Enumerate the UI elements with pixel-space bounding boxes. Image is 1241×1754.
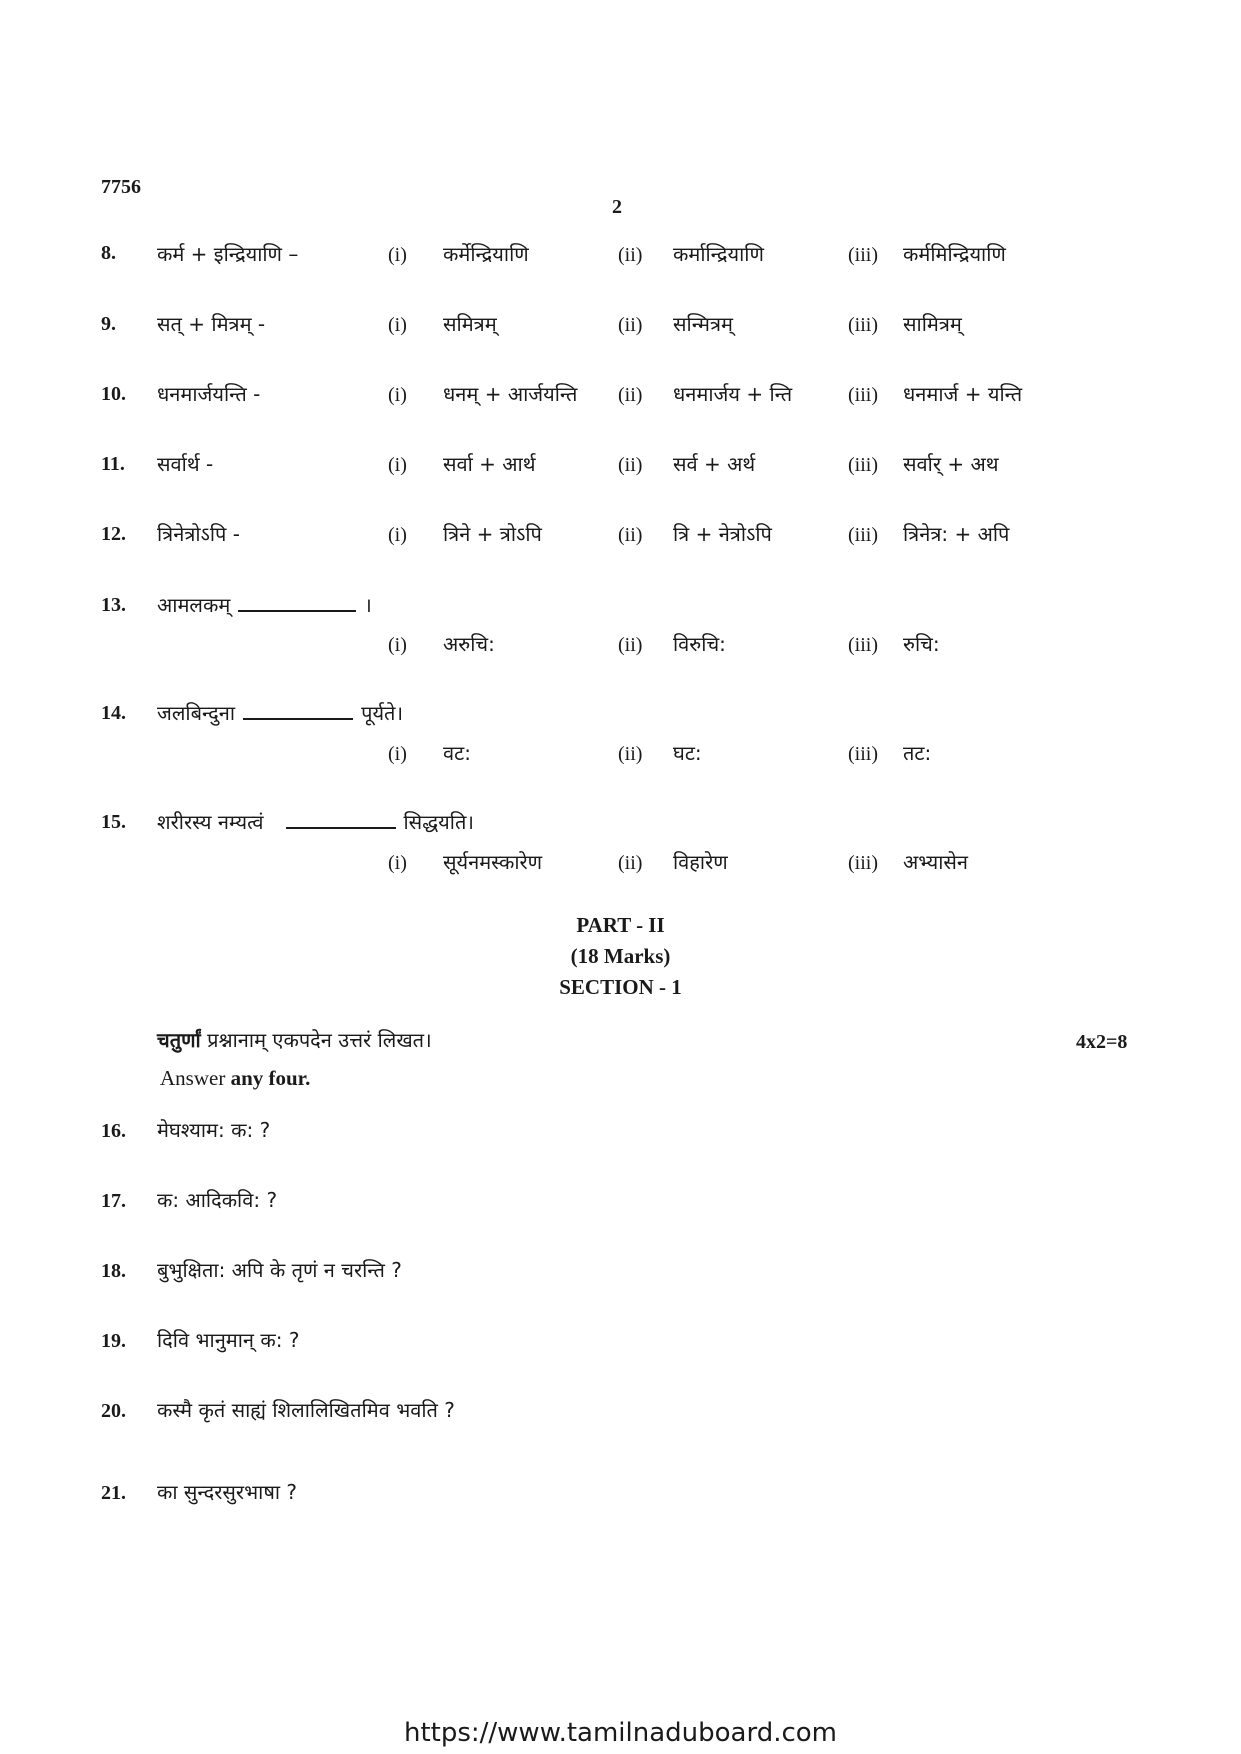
option-text: त्रि + नेत्रोऽपि	[673, 522, 772, 546]
question-number: 11.	[101, 453, 125, 475]
question-number: 19.	[101, 1330, 126, 1352]
option-label: (ii)	[618, 244, 643, 266]
option-text: सन्मित्रम्	[673, 312, 734, 336]
question-text: का सुन्दरसुरभाषा ?	[157, 1480, 298, 1504]
question-text: धनमार्जयन्ति -	[157, 382, 261, 406]
option-text: सर्वार् + अथ	[903, 452, 999, 476]
section-title: SECTION - 1	[559, 975, 682, 999]
instruction-english-prefix: Answer	[160, 1066, 226, 1090]
instruction-english-bold: any four.	[230, 1066, 311, 1090]
option-label: (i)	[388, 743, 407, 765]
option-text: विहारेण	[673, 850, 728, 874]
page-number: 2	[612, 196, 622, 218]
option-text: त्रिने + त्रोऽपि	[443, 522, 542, 546]
question-text: मेघश्याम: क: ?	[157, 1118, 271, 1142]
question-text-before: आमलकम्	[157, 593, 231, 617]
question-text-after: पूर्यते।	[361, 701, 404, 725]
question-number: 9.	[101, 313, 116, 335]
option-text: विरुचि:	[673, 632, 726, 656]
option-text: सामित्रम्	[903, 312, 962, 336]
option-text: कर्मेन्द्रियाणि	[443, 242, 529, 266]
option-label: (ii)	[618, 314, 643, 336]
question-text: कस्मै कृतं साह्यं शिलालिखितमिव भवति ?	[157, 1398, 455, 1422]
option-text: अभ्यासेन	[903, 850, 968, 874]
question-number: 8.	[101, 242, 116, 264]
option-text: कर्ममिन्द्रियाणि	[903, 242, 1006, 266]
option-text: धनमार्जय + न्ति	[673, 382, 793, 406]
option-label: (iii)	[848, 852, 878, 874]
option-label: (i)	[388, 384, 407, 406]
question-text: त्रिनेत्रोऽपि -	[157, 522, 240, 546]
option-text: समित्रम्	[443, 312, 497, 336]
question-text: क: आदिकवि: ?	[157, 1188, 278, 1212]
option-label: (i)	[388, 524, 407, 546]
option-label: (i)	[388, 244, 407, 266]
option-text: सर्वा + आर्थ	[443, 452, 536, 476]
option-text: वट:	[443, 741, 471, 765]
part-marks: (18 Marks)	[570, 944, 671, 968]
question-number: 17.	[101, 1190, 126, 1212]
question-text	[157, 699, 403, 726]
question-number: 20.	[101, 1400, 126, 1422]
question-text	[157, 591, 372, 618]
question-text-after: सिद्धयति।	[403, 810, 474, 834]
option-text: कर्मान्द्रियाणि	[673, 242, 764, 266]
question-number: 13.	[101, 594, 126, 616]
option-text: धनमार्ज + यन्ति	[903, 382, 1023, 406]
instruction-sanskrit	[157, 1026, 432, 1053]
option-label: (i)	[388, 852, 407, 874]
question-text: बुभुक्षिता: अपि के तृणं न चरन्ति ?	[157, 1258, 402, 1282]
question-text-before: शरीरस्य नम्यत्वं	[157, 810, 264, 834]
question-text-after: ।	[364, 593, 372, 617]
option-label: (ii)	[618, 743, 643, 765]
question-number: 15.	[101, 811, 126, 833]
question-number: 18.	[101, 1260, 126, 1282]
option-label: (ii)	[618, 384, 643, 406]
question-number: 21.	[101, 1482, 126, 1504]
option-text: घट:	[673, 741, 702, 765]
question-text	[157, 808, 474, 835]
part-title: PART - II	[576, 913, 665, 937]
marks-scheme: 4x2=8	[1076, 1031, 1128, 1053]
answer-blank	[238, 592, 356, 612]
option-text: त्रिनेत्र: + अपि	[903, 522, 1010, 546]
option-label: (i)	[388, 454, 407, 476]
option-label: (iii)	[848, 743, 878, 765]
option-text: रुचि:	[903, 632, 940, 656]
question-text: सर्वार्थ -	[157, 452, 214, 476]
option-text: सूर्यनमस्कारेण	[443, 850, 543, 874]
instruction-sanskrit-bold: चतुर्णां	[157, 1028, 201, 1052]
question-number: 10.	[101, 383, 126, 405]
question-number: 16.	[101, 1120, 126, 1142]
option-label: (ii)	[618, 634, 643, 656]
option-label: (iii)	[848, 384, 878, 406]
option-label: (iii)	[848, 314, 878, 336]
option-text: धनम् + आर्जयन्ति	[443, 382, 578, 406]
option-label: (iii)	[848, 524, 878, 546]
option-label: (ii)	[618, 852, 643, 874]
question-text: कर्म + इन्द्रियाणि –	[157, 242, 299, 266]
instruction-sanskrit-rest: प्रश्नानाम् एकपदेन उत्तरं लिखत।	[207, 1028, 432, 1052]
instruction-english	[160, 1066, 310, 1091]
option-label: (ii)	[618, 454, 643, 476]
answer-blank	[243, 700, 353, 720]
option-label: (i)	[388, 634, 407, 656]
option-label: (iii)	[848, 454, 878, 476]
option-text: अरुचि:	[443, 632, 495, 656]
option-label: (ii)	[618, 524, 643, 546]
option-label: (iii)	[848, 244, 878, 266]
answer-blank	[286, 809, 396, 829]
paper-code: 7756	[101, 176, 141, 198]
option-label: (i)	[388, 314, 407, 336]
question-text: सत् + मित्रम् -	[157, 312, 266, 336]
question-number: 12.	[101, 523, 126, 545]
question-text: दिवि भानुमान् क: ?	[157, 1328, 300, 1352]
option-text: सर्व + अर्थ	[673, 452, 756, 476]
question-text-before: जलबिन्दुना	[157, 701, 236, 725]
question-number: 14.	[101, 702, 126, 724]
option-label: (iii)	[848, 634, 878, 656]
option-text: तट:	[903, 741, 932, 765]
footer-url[interactable]: https://www.tamilnaduboard.com	[403, 1718, 838, 1748]
